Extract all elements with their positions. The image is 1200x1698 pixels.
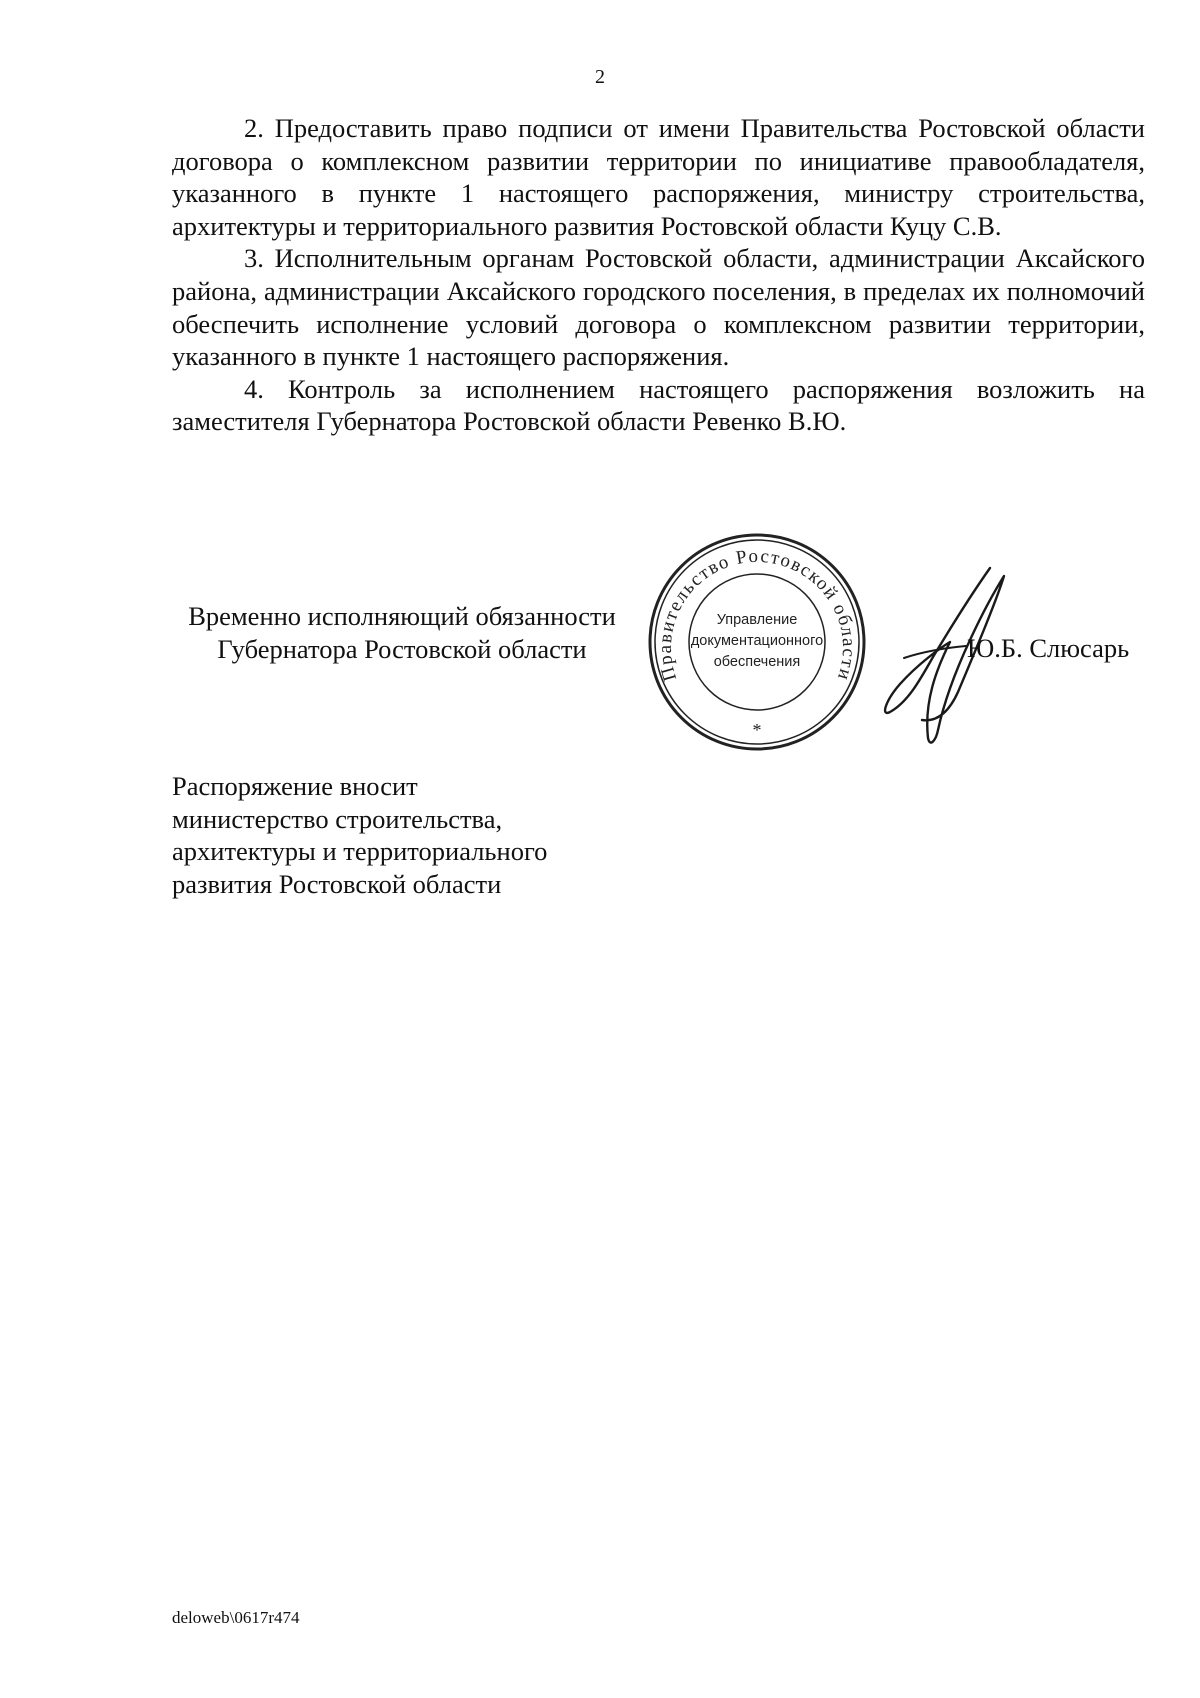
signatory-position-line-1: Временно исполняющий обязанности	[188, 601, 616, 631]
signatory-position-line-2: Губернатора Ростовской области	[217, 633, 587, 664]
official-seal-stamp	[648, 533, 866, 751]
stamp-center-line-3: обеспечения	[713, 654, 801, 670]
submitter-line-2: министерство строительства,	[172, 803, 503, 834]
document-code: deloweb\0617r474	[172, 1608, 300, 1627]
paragraph-3: 3. Исполнительным органам Ростовской области, администрации Аксайского района, администрации Аксайского городского поселения, в пределах их полномочий обеспечить исполнение условий договора о комплексном развитии территории, указанного в пункте 1 настоящего распоряжения.	[172, 243, 1145, 372]
stamp-center-line-1: Управление	[716, 612, 798, 628]
submitter-note	[172, 770, 547, 900]
page-number: 2	[595, 66, 605, 88]
stamp-center-line-2: документационного	[690, 633, 824, 649]
document-body	[172, 112, 1145, 438]
submitter-line-3: архитектуры и территориального	[172, 836, 548, 867]
submitter-line-1: Распоряжение вносит	[172, 771, 418, 801]
signatory-position	[172, 600, 632, 665]
submitter-line-4: развития Ростовской области	[172, 868, 502, 899]
paragraph-2: 2. Предоставить право подписи от имени Правительства Ростовской области договора о комплексном развитии территории по инициативе правообладателя, указанного в пункте 1 настоящего распоряжения, министру строительства, архитектуры и территориального развития Ростовской области Куцу С.В.	[172, 113, 1145, 241]
stamp-ring-text: Правительство Ростовской области	[654, 545, 860, 684]
paragraph-4: 4. Контроль за исполнением настоящего распоряжения возложить на заместителя Губернатора Ростовской области Ревенко В.Ю.	[172, 373, 1145, 437]
signatory-name: Ю.Б. Слюсарь	[967, 633, 1130, 663]
stamp-star: *	[752, 720, 762, 740]
